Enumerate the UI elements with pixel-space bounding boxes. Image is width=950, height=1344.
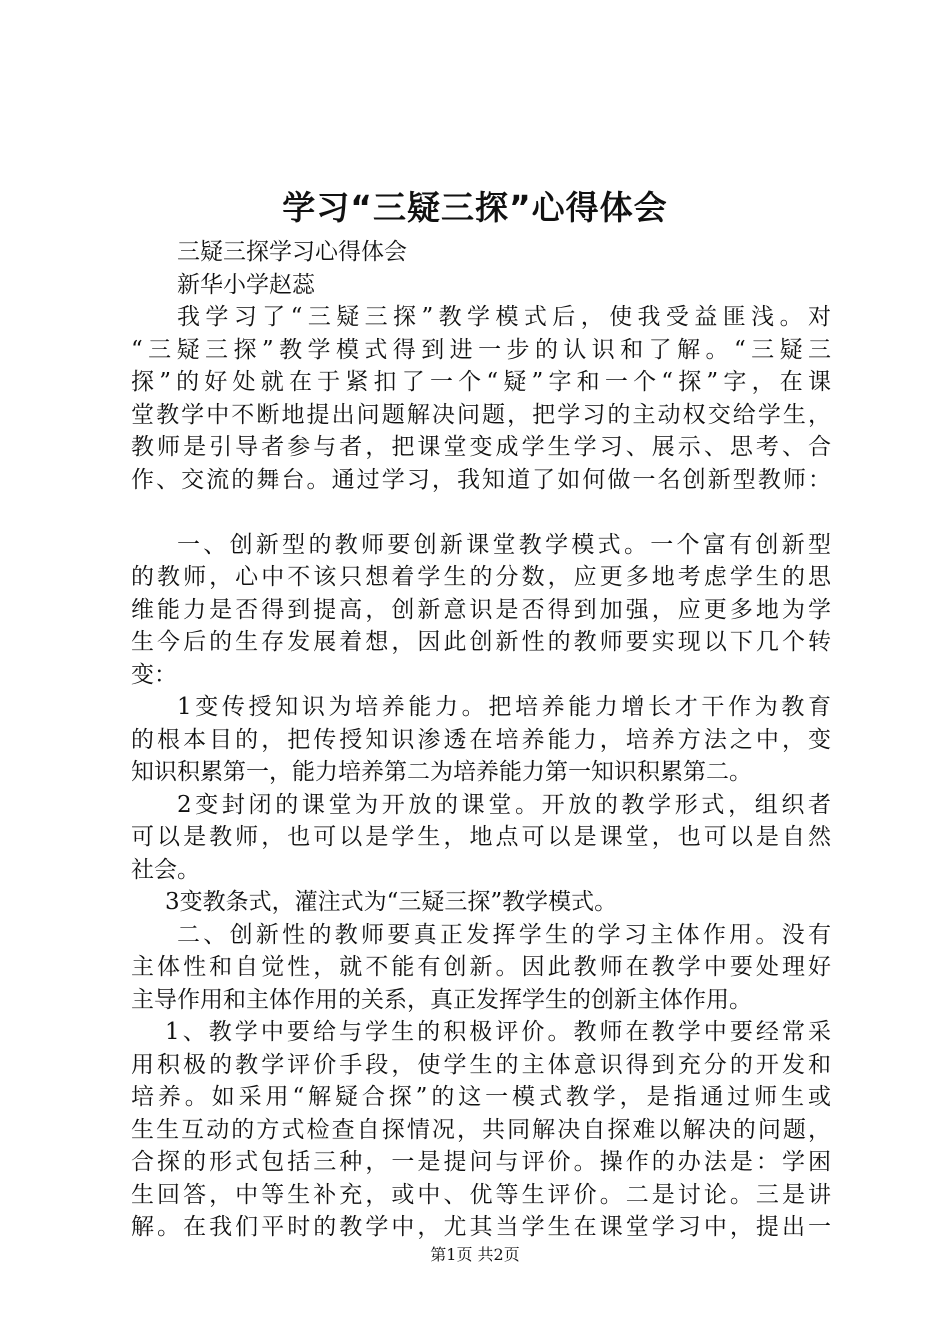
paragraph-line: 堂教学中不断地提出问题解决问题，把学习的主动权交给学生， xyxy=(131,401,831,428)
paragraph-line: 一、创新型的教师要创新课堂教学模式。一个富有创新型 xyxy=(177,531,831,558)
blank-line xyxy=(131,496,831,529)
paragraph-line: 合探的形式包括三种，一是提问与评价。操作的办法是：学困 xyxy=(131,1149,831,1175)
paragraph-line: 生生互动的方式检查自探情况，共同解决自探难以解决的问题， xyxy=(131,1116,831,1143)
paragraph-line: 可以是教师，也可以是学生，地点可以是课堂，也可以是自然 xyxy=(131,824,831,850)
paragraph-line: “三疑三探”教学模式得到进一步的认识和了解。“三疑三 xyxy=(131,336,831,363)
document-body xyxy=(131,236,831,1244)
paragraph-line: 培养。如采用“解疑合探”的这一模式教学，是指通过师生或 xyxy=(131,1084,831,1110)
document-title: 学习“三疑三探”心得体会 xyxy=(282,188,668,227)
paragraph-line: 生回答，中等生补充，或中、优等生评价。二是讨论。三是讲 xyxy=(131,1181,831,1208)
page-number-footer: 第1页 共2页 xyxy=(430,1245,520,1264)
paragraph-line: 用积极的教学评价手段，使学生的主体意识得到充分的开发和 xyxy=(131,1051,831,1078)
subtitle-line: 三疑三探学习心得体会 xyxy=(177,239,407,265)
paragraph-line: 主导作用和主体作用的关系，真正发挥学生的创新主体作用。 xyxy=(131,986,752,1013)
paragraph-line: 教师是引导者参与者，把课堂变成学生学习、展示、思考、合 xyxy=(131,434,831,460)
author-line: 新华小学赵蕊 xyxy=(177,271,315,298)
paragraph-line: 的根本目的，把传授知识渗透在培养能力，培养方法之中，变 xyxy=(131,726,831,753)
paragraph-line: 社会。 xyxy=(131,856,200,883)
paragraph-line: 解。在我们平时的教学中，尤其当学生在课堂学习中，提出一 xyxy=(131,1214,831,1240)
paragraph-line: 2变封闭的课堂为开放的课堂。开放的教学形式，组织者 xyxy=(177,791,831,818)
paragraph-line: 1、教学中要给与学生的积极评价。教师在教学中要经常采 xyxy=(165,1019,831,1045)
paragraph-line: 作、交流的舞台。通过学习，我知道了如何做一名创新型教师： xyxy=(131,466,831,493)
paragraph-line: 的教师，心中不该只想着学生的分数，应更多地考虑学生的思 xyxy=(131,564,831,590)
paragraph-line: 维能力是否得到提高，创新意识是否得到加强，应更多地为学 xyxy=(131,596,831,623)
paragraph-line: 探”的好处就在于紧扣了一个“疑”字和一个“探”字，在课 xyxy=(131,369,831,395)
paragraph-line: 主体性和自觉性，就不能有创新。因此教师在教学中要处理好 xyxy=(131,954,831,980)
paragraph-line: 变： xyxy=(131,661,177,688)
paragraph-line: 生今后的生存发展着想，因此创新性的教师要实现以下几个转 xyxy=(131,629,831,655)
paragraph-line: 知识积累第一，能力培养第二为培养能力第一知识积累第二。 xyxy=(131,759,752,785)
paragraph-line: 二、创新性的教师要真正发挥学生的学习主体作用。没有 xyxy=(177,921,831,948)
paragraph-line: 我学习了“三疑三探”教学模式后，使我受益匪浅。对 xyxy=(177,304,831,330)
paragraph-line: 1变传授知识为培养能力。把培养能力增长才干作为教育 xyxy=(177,694,831,720)
paragraph-line: 3变教条式，灌注式为“三疑三探”教学模式。 xyxy=(165,889,618,915)
